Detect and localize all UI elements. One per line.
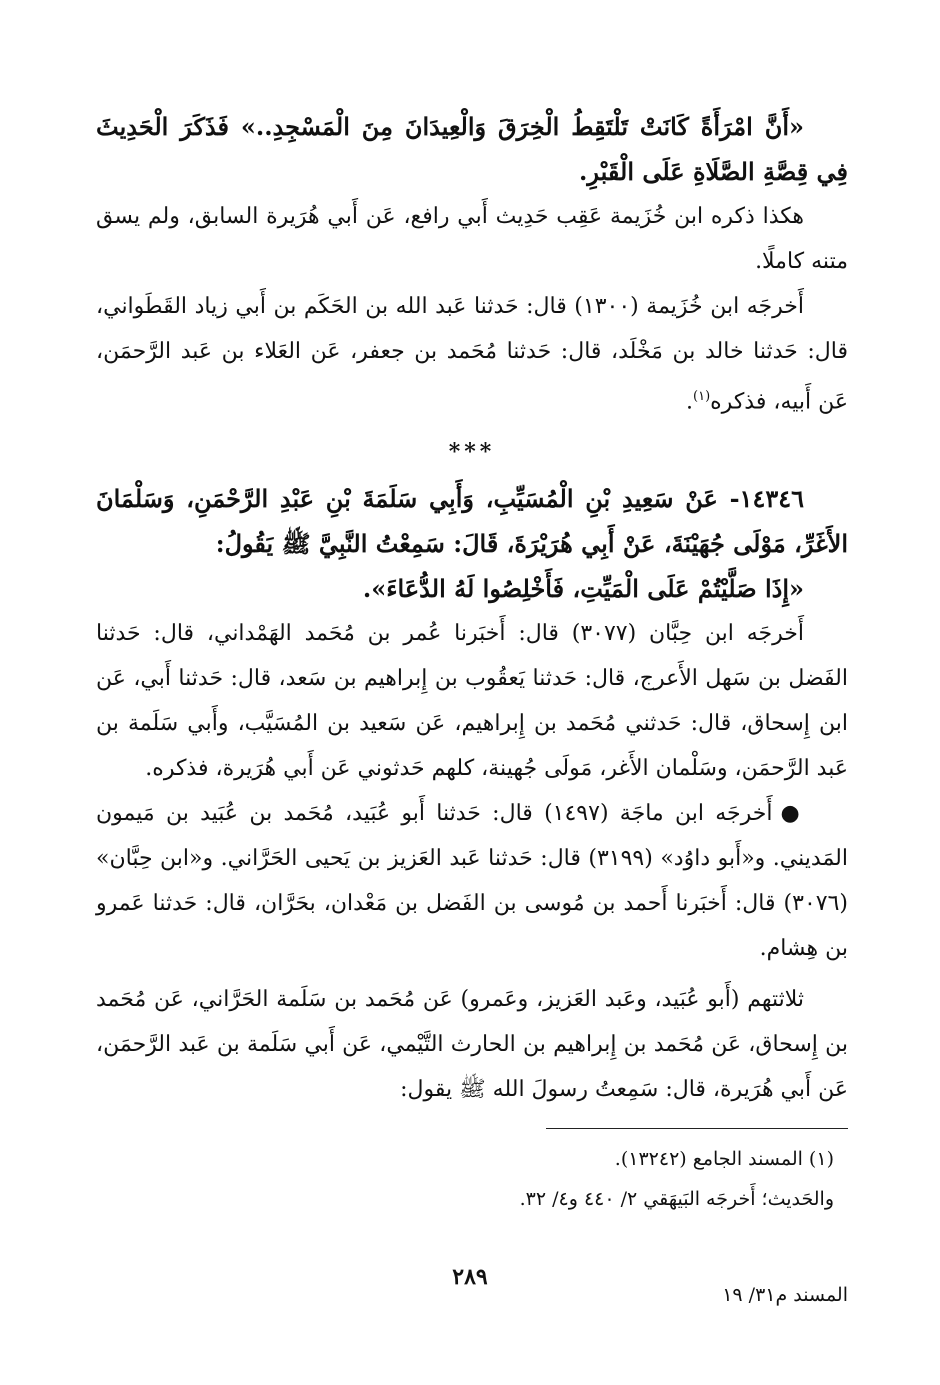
takhrij-bullet-paragraph	[96, 791, 848, 971]
footnote-1: (١) المسند الجامع (١٣٢٤٢).	[614, 1148, 834, 1171]
takhrij-paragraph	[96, 284, 848, 424]
volume-signature: المسند م٣١/ ١٩	[722, 1284, 848, 1306]
footnote-ref: (١)	[693, 389, 711, 404]
section-separator: ***	[448, 439, 496, 466]
takhrij-end: .	[686, 389, 694, 415]
hadith-number-chain: ١٤٣٤٦- عَنْ سَعِيدِ بْنِ الْمُسَيِّبِ، وَأَبِي سَلَمَةَ بْنِ عَبْدِ الرَّحْمَنِ، وَسَلْمَانَ الأَغَرِّ، مَوْلَى جُهَيْنَةَ، عَنْ أَبِي هُرَيْرَةَ، قَالَ: سَمِعْتُ النَّبِيَّ ﷺ يَقُولُ:	[96, 484, 848, 559]
hadith-text-continuation: «أَنَّ امْرَأَةً كَانَتْ تَلْتَقِطُ الْخِرَقَ وَالْعِيدَانَ مِنَ الْمَسْجِدِ..» فَذَكَرَ الْحَدِيثَ فِي قِصَّةِ الصَّلَاةِ عَلَى الْقَبْرِ.	[96, 112, 848, 186]
bullet-icon: ●	[780, 801, 804, 827]
takhrij-ibn-hibban: أَخرجَه ابن حِبَّان (٣٠٧٧) قال: أَخبَرنا عُمر بن مُحَمد الهَمْداني، قال: حَدثنا الفَضل بن سَهل الأَعرج، قال: حَدثنا يَعقُوب بن إِبراهيم بن سَعد، قال: حَدثنا أَبي، عَن ابن إِسحاق، قال: حَدثني مُحَمد بن إِبراهيم، عَن سَعيد بن المُسَيَّب، وأَبي سَلَمة بن عَبد الرَّحمَن، وسَلْمان الأَغر، مَولَى جُهينة، كلهم حَدثوني عَن أَبي هُرَيرة، فذكره.	[96, 621, 848, 782]
footnote-divider	[546, 1128, 848, 1129]
footnote-2: والحَديث؛ أَخرجَه البَيهَقي ٢/ ٤٤٠ و٤/ ٣٢.	[519, 1188, 834, 1211]
chain-summary-paragraph: ثلاثتهم (أَبو عُبَيد، وعَبد العَزيز، وعَمرو) عَن مُحَمد بن سَلَمة الحَرَّاني، عَن مُحَمد بن إِسحاق، عَن مُحَمد بن إِبراهيم بن الحارث التَّيْمي، عَن أَبي سَلَمة بن عَبد الرَّحمَن، عَن أَبي هُرَيرة، قال: سَمِعتُ رسولَ الله ﷺ يقول:	[96, 987, 848, 1103]
takhrij-bullet-text: أَخرجَه ابن ماجَة (١٤٩٧) قال: حَدثنا أَبو عُبَيد، مُحَمد بن عُبَيد بن مَيمون المَديني. و«أَبو داوُد» (٣١٩٩) قال: حَدثنا عَبد العَزيز بن يَحيى الحَرَّاني. و«ابن حِبَّان» (٣٠٧٦) قال: أَخبَرنا أَحمد بن مُوسى بن الفَضل بن مَعْدان، بحَرَّان، قال: حَدثنا عَمرو بن هِشام.	[96, 801, 848, 962]
commentary-paragraph: هكذا ذكره ابن خُزَيمة عَقِب حَدِيث أَبي رافع، عَن أَبي هُرَيرة السابق، ولم يسق متنه كاملًا.	[96, 204, 848, 274]
hadith-matn: «إِذَا صَلَّيْتُمْ عَلَى الْمَيِّتِ، فَأَخْلِصُوا لَهُ الدُّعَاءَ».	[362, 574, 804, 604]
takhrij-text: أَخرجَه ابن خُزَيمة (١٣٠٠) قال: حَدثنا عَبد الله بن الحَكَم بن أَبي زياد القَطَواني، قال: حَدثنا خالد بن مَخْلَد، قال: حَدثنا مُحَمد بن جعفر، عَن العَلاء بن عَبد الرَّحمَن، عَن أَبيه، فذكره	[96, 294, 848, 415]
page-number: ٢٨٩	[452, 1264, 488, 1290]
